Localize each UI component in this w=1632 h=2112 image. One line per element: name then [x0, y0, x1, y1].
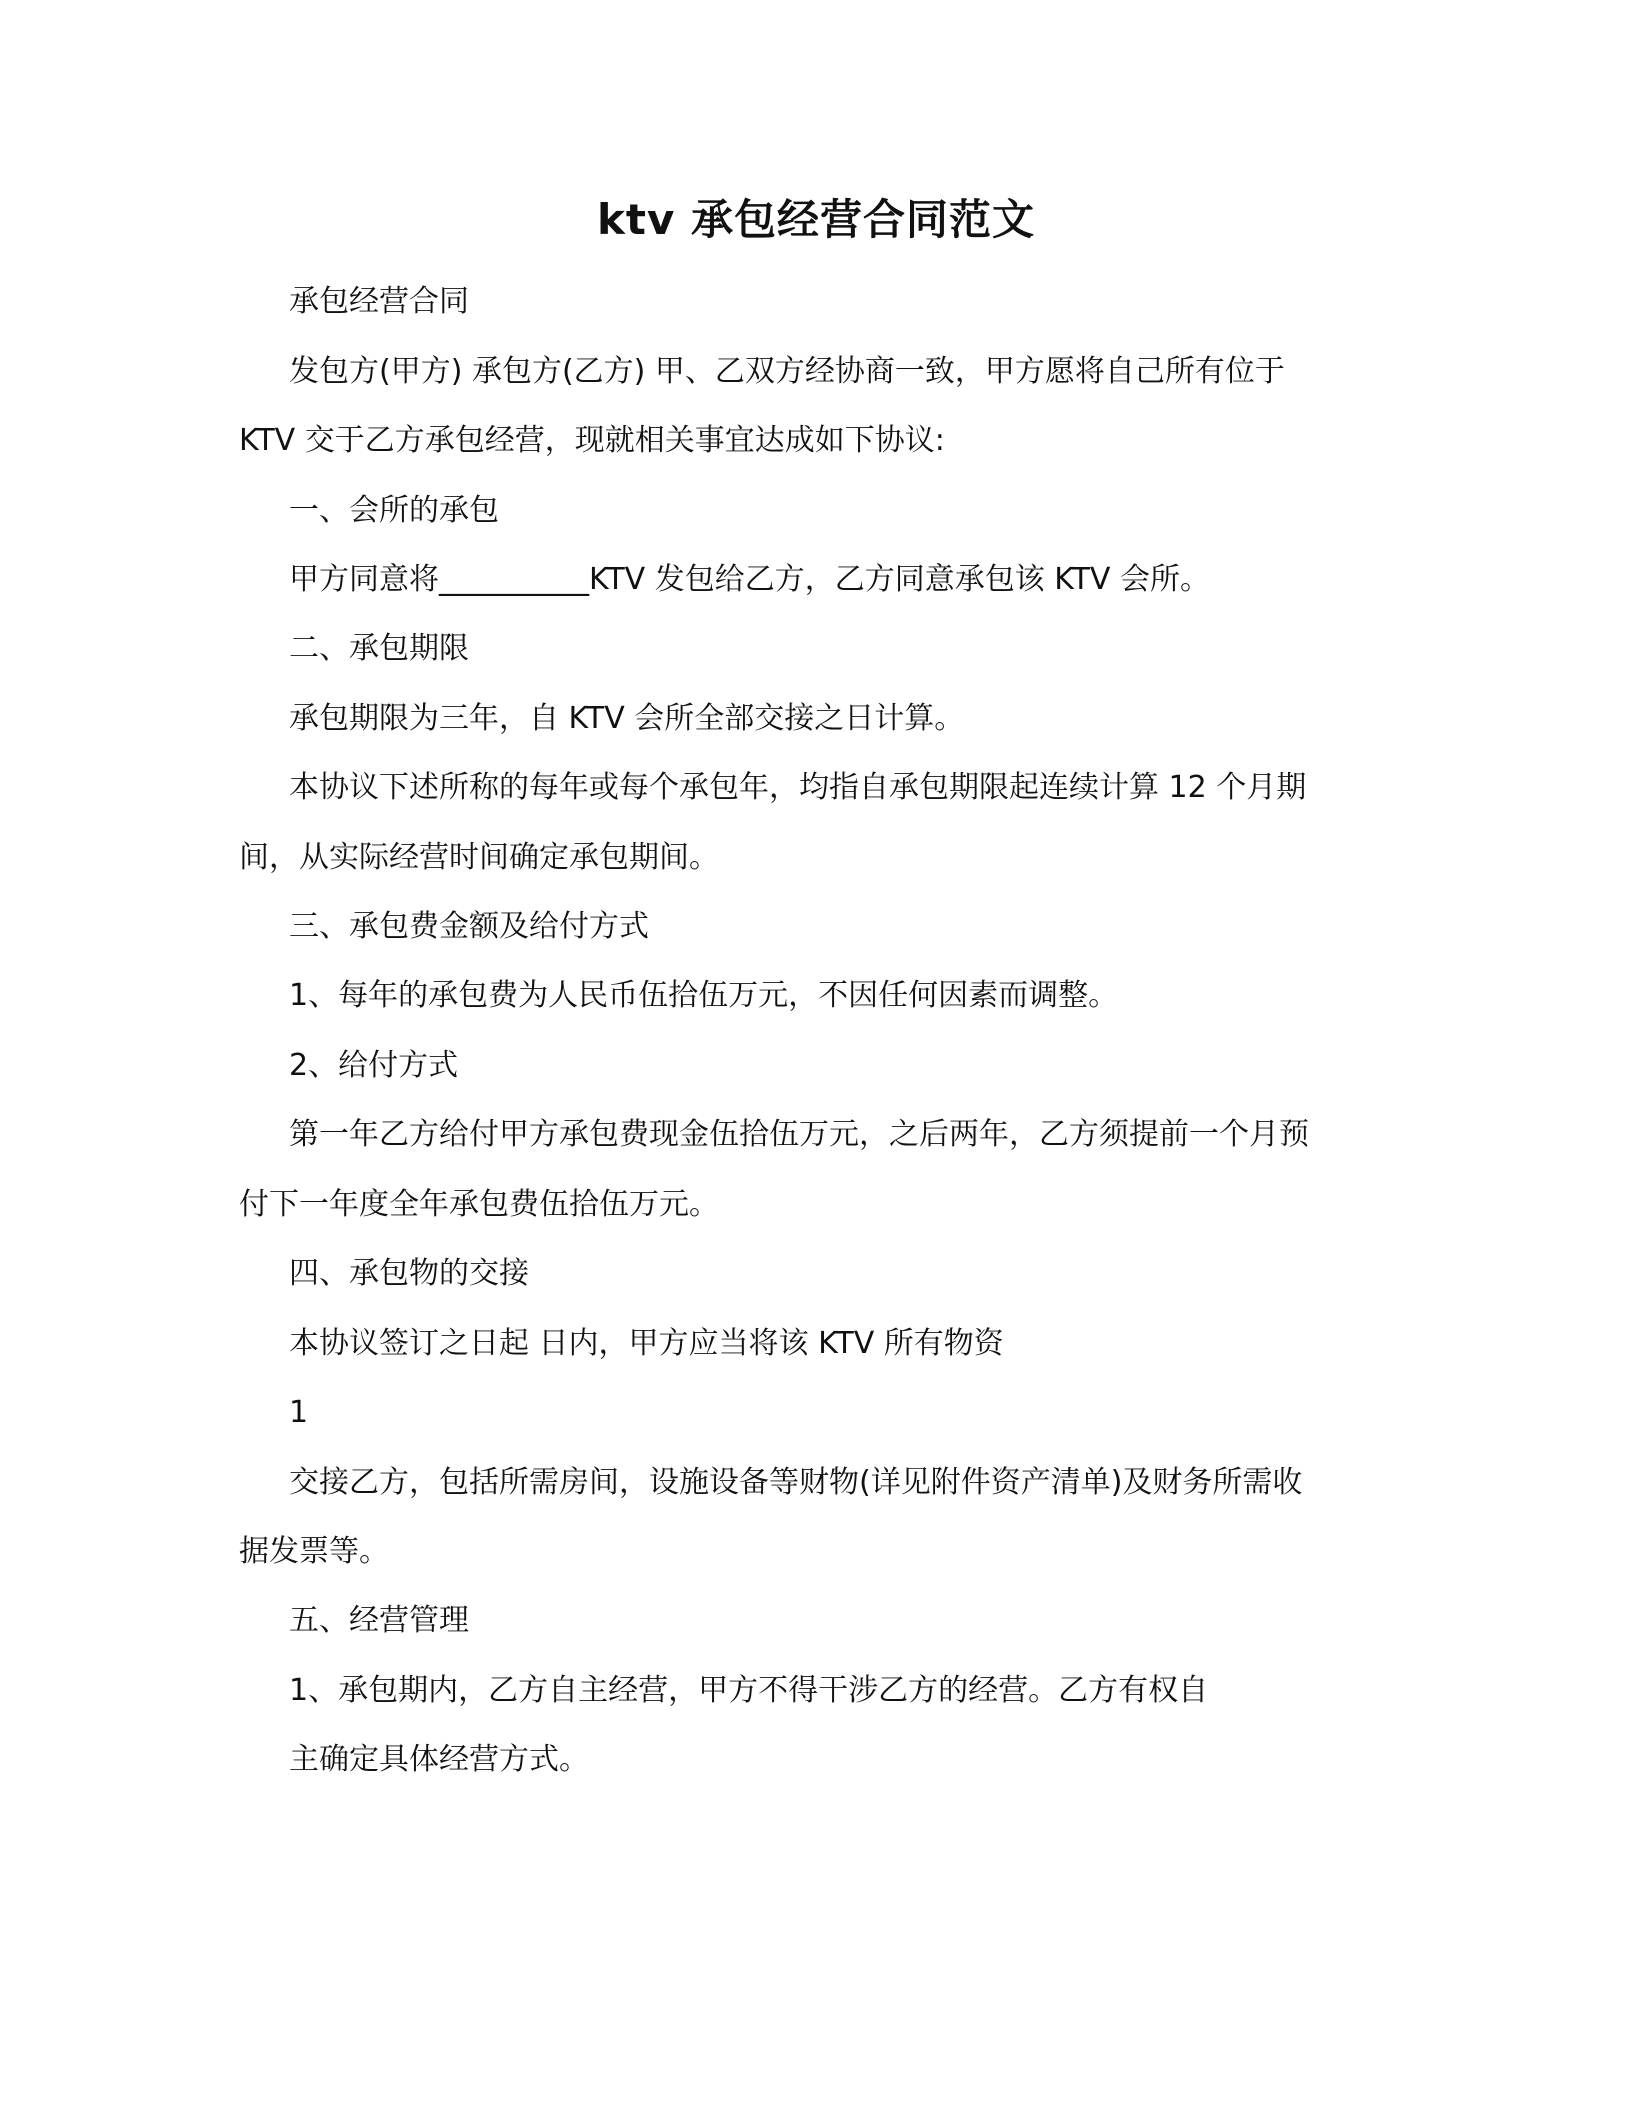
section-4-text-line-2: 交接乙方，包括所需房间，设施设备等财物(详见附件资产清单)及财务所需收 — [289, 1465, 1303, 1500]
section-4-text-line-3: 据发票等。 — [239, 1534, 389, 1569]
section-4-heading: 四、承包物的交接 — [289, 1256, 529, 1291]
section-4-text-line-1: 本协议签订之日起 日内，甲方应当将该 KTV 所有物资 — [289, 1326, 1004, 1361]
section-3-item-2-heading: 2、给付方式 — [289, 1048, 459, 1083]
section-3-item-1: 1、每年的承包费为人民币伍拾伍万元，不因任何因素而调整。 — [289, 978, 1119, 1013]
section-5-item-1-line-1: 1、承包期内，乙方自主经营，甲方不得干涉乙方的经营。乙方有权自 — [289, 1673, 1209, 1708]
contract-heading: 承包经营合同 — [289, 284, 469, 319]
section-1-text: 甲方同意将__________KTV 发包给乙方，乙方同意承包该 KTV 会所。 — [289, 562, 1210, 597]
section-2-heading: 二、承包期限 — [289, 631, 469, 666]
section-2-text-1: 承包期限为三年，自 KTV 会所全部交接之日计算。 — [289, 701, 965, 736]
section-2-text-2-line-1: 本协议下述所称的每年或每个承包年，均指自承包期限起连续计算 12 个月期 — [289, 770, 1307, 805]
document-title: ktv 承包经营合同范文 — [596, 195, 1035, 244]
intro-paragraph-line-2: KTV 交于乙方承包经营，现就相关事宜达成如下协议: — [239, 423, 945, 458]
section-5-item-1-line-2: 主确定具体经营方式。 — [289, 1742, 589, 1777]
page-number: 1 — [289, 1395, 309, 1430]
section-3-heading: 三、承包费金额及给付方式 — [289, 909, 649, 944]
section-5-heading: 五、经营管理 — [289, 1603, 469, 1638]
section-3-item-2-line-2: 付下一年度全年承包费伍拾伍万元。 — [239, 1187, 719, 1222]
section-3-item-2-line-1: 第一年乙方给付甲方承包费现金伍拾伍万元，之后两年，乙方须提前一个月预 — [289, 1117, 1309, 1152]
section-1-heading: 一、会所的承包 — [289, 493, 499, 528]
intro-paragraph-line-1: 发包方(甲方) 承包方(乙方) 甲、乙双方经协商一致，甲方愿将自己所有位于 — [289, 354, 1285, 389]
section-2-text-2-line-2: 间，从实际经营时间确定承包期间。 — [239, 840, 719, 875]
